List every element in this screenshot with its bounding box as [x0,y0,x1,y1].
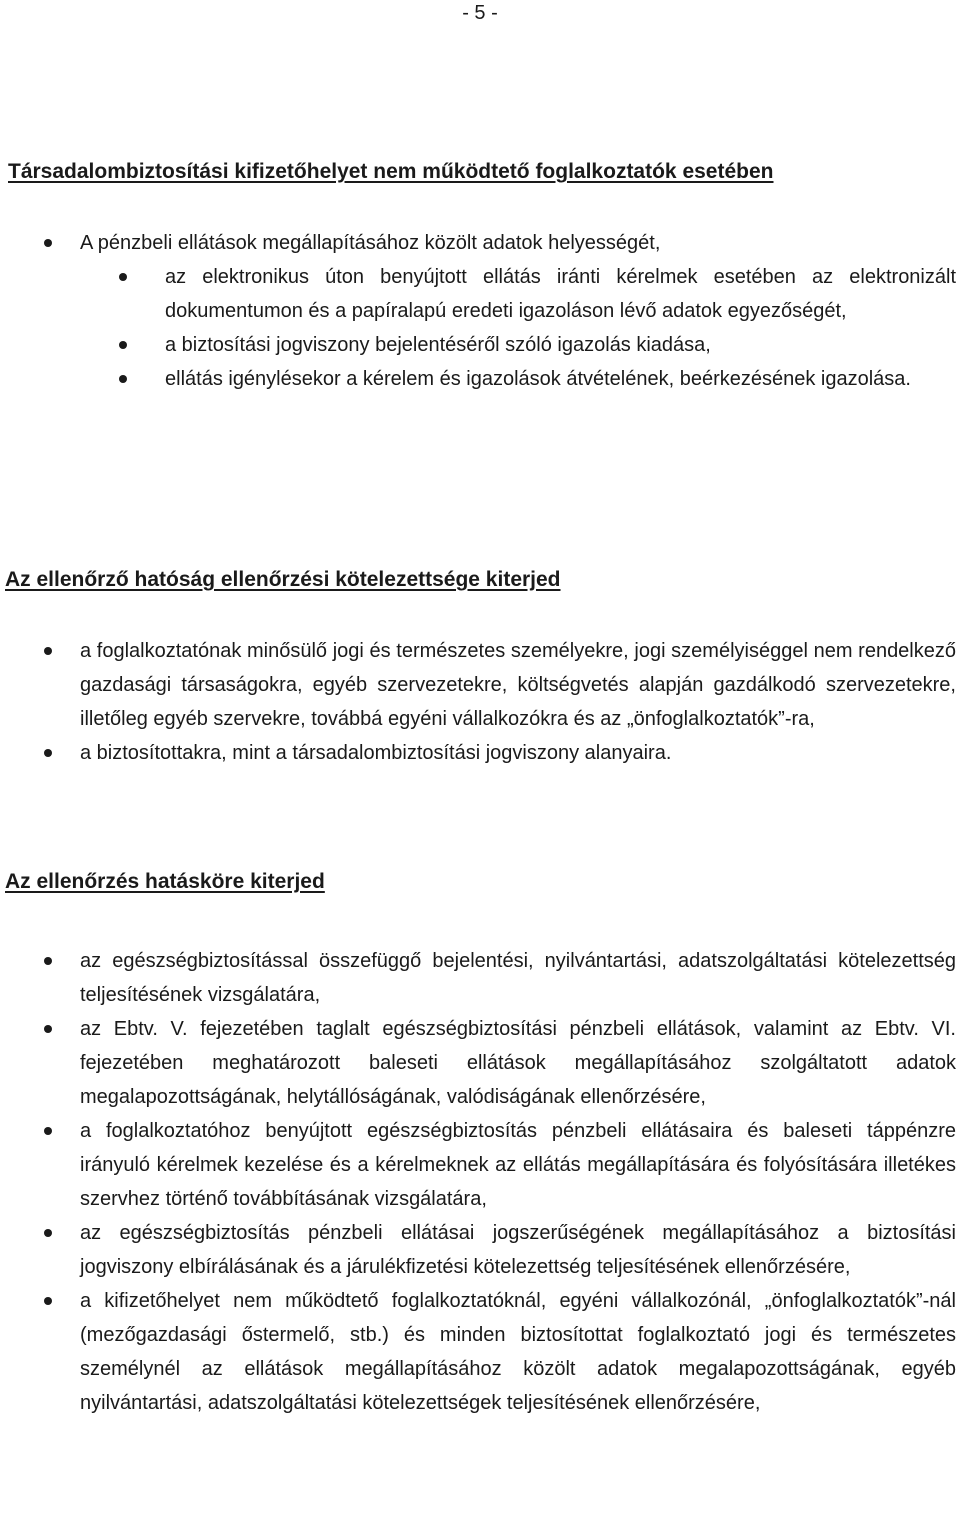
section-heading: Társadalombiztosítási kifizetőhelyet nem működtető foglalkoztatók esetében [8,160,774,183]
list-item [0,328,960,362]
section-heading: Az ellenőrzés hatásköre kiterjed [5,870,325,893]
list-item-text: a kifizetőhelyet nem működtető foglalkoztatóknál, egyéni vállalkozónál, „önfoglalkoztatók”-nál (mezőgazdasági őstermelő, stb.) és minden biztosítottat foglalkoztató jogi és természetes személynél az ellátások megállapításához közölt adatok megalapozottságának, egyéb nyilvántartási, adatszolgáltatási kötelezettségek teljesítésének ellenőrzésére, [80,1290,956,1414]
list-item [0,736,960,770]
list-item-text: az egészségbiztosítás pénzbeli ellátásai jogszerűségének megállapításához a biztosítási jogviszony elbírálásának és a járulékfizetési kötelezettség teljesítésének ellenőrzésére, [80,1222,956,1278]
list-item [0,1216,960,1284]
bullet-icon [44,1229,52,1237]
bullet-icon [44,957,52,965]
section-ellenorzesi-kotelezettseg [0,566,960,770]
list-item-text: a foglalkoztatóhoz benyújtott egészségbiztosítás pénzbeli ellátásaira és baleseti táppénzre irányuló kérelmek kezelése és a kérelmeknek az ellátás megállapítására és folyósítására illetékes szervhez történő továbbításának vizsgálatára, [80,1120,956,1210]
list-item-text: az egészségbiztosítással összefüggő bejelentési, nyilvántartási, adatszolgáltatási kötelezettség teljesítésének vizsgálatára, [80,950,956,1006]
section-heading: Az ellenőrző hatóság ellenőrzési kötelezettsége kiterjed [5,568,561,591]
bullet-list [0,634,960,770]
list-item-text: a biztosítási jogviszony bejelentéséről szóló igazolás kiadása, [165,334,711,356]
bullet-icon [44,749,52,757]
list-item [0,1114,960,1216]
list-item-text: A pénzbeli ellátások megállapításához közölt adatok helyességét, [80,232,661,254]
list-item [0,944,960,1012]
bullet-icon [44,1127,52,1135]
list-item [0,260,960,328]
list-item [0,362,960,396]
bullet-list [0,944,960,1420]
bullet-icon [44,239,52,247]
bullet-icon [44,647,52,655]
list-item [0,1012,960,1114]
list-item-text: ellátás igénylésekor a kérelem és igazolások átvételének, beérkezésének igazolása. [165,368,911,390]
list-item [0,226,960,260]
list-item [0,1284,960,1420]
list-item-text: az elektronikus úton benyújtott ellátás iránti kérelmek esetében az elektronizált dokumentumon és a papíralapú eredeti igazoláson lévő adatok egyezőségét, [165,266,956,322]
list-item-text: a foglalkoztatónak minősülő jogi és természetes személyekre, jogi személyiséggel nem rendelkező gazdasági társaságokra, egyéb szervezetekre, költségvetés alapján gazdálkodó szervezetekre, illetőleg egyéb szervekre, továbbá egyéni vállalkozókra és az „önfoglalkoztatók”-ra, [80,640,956,730]
page-number: - 5 - [462,2,498,24]
section-hataskor [0,868,960,1420]
list-item-text: a biztosítottakra, mint a társadalombiztosítási jogviszony alanyaira. [80,742,672,764]
bullet-icon [44,1297,52,1305]
bullet-icon [119,273,127,281]
list-item-text: az Ebtv. V. fejezetében taglalt egészségbiztosítási pénzbeli ellátások, valamint az Ebtv. VI. fejezetében meghatározott baleseti ellátások megállapításához szolgáltatott adatok megalapozottságának, helytállóságának, valódiságának ellenőrzésére, [80,1018,956,1108]
bullet-icon [119,341,127,349]
bullet-icon [119,375,127,383]
bullet-list [0,226,960,396]
list-item [0,634,960,736]
section-kifizetohely [0,158,960,396]
bullet-icon [44,1025,52,1033]
